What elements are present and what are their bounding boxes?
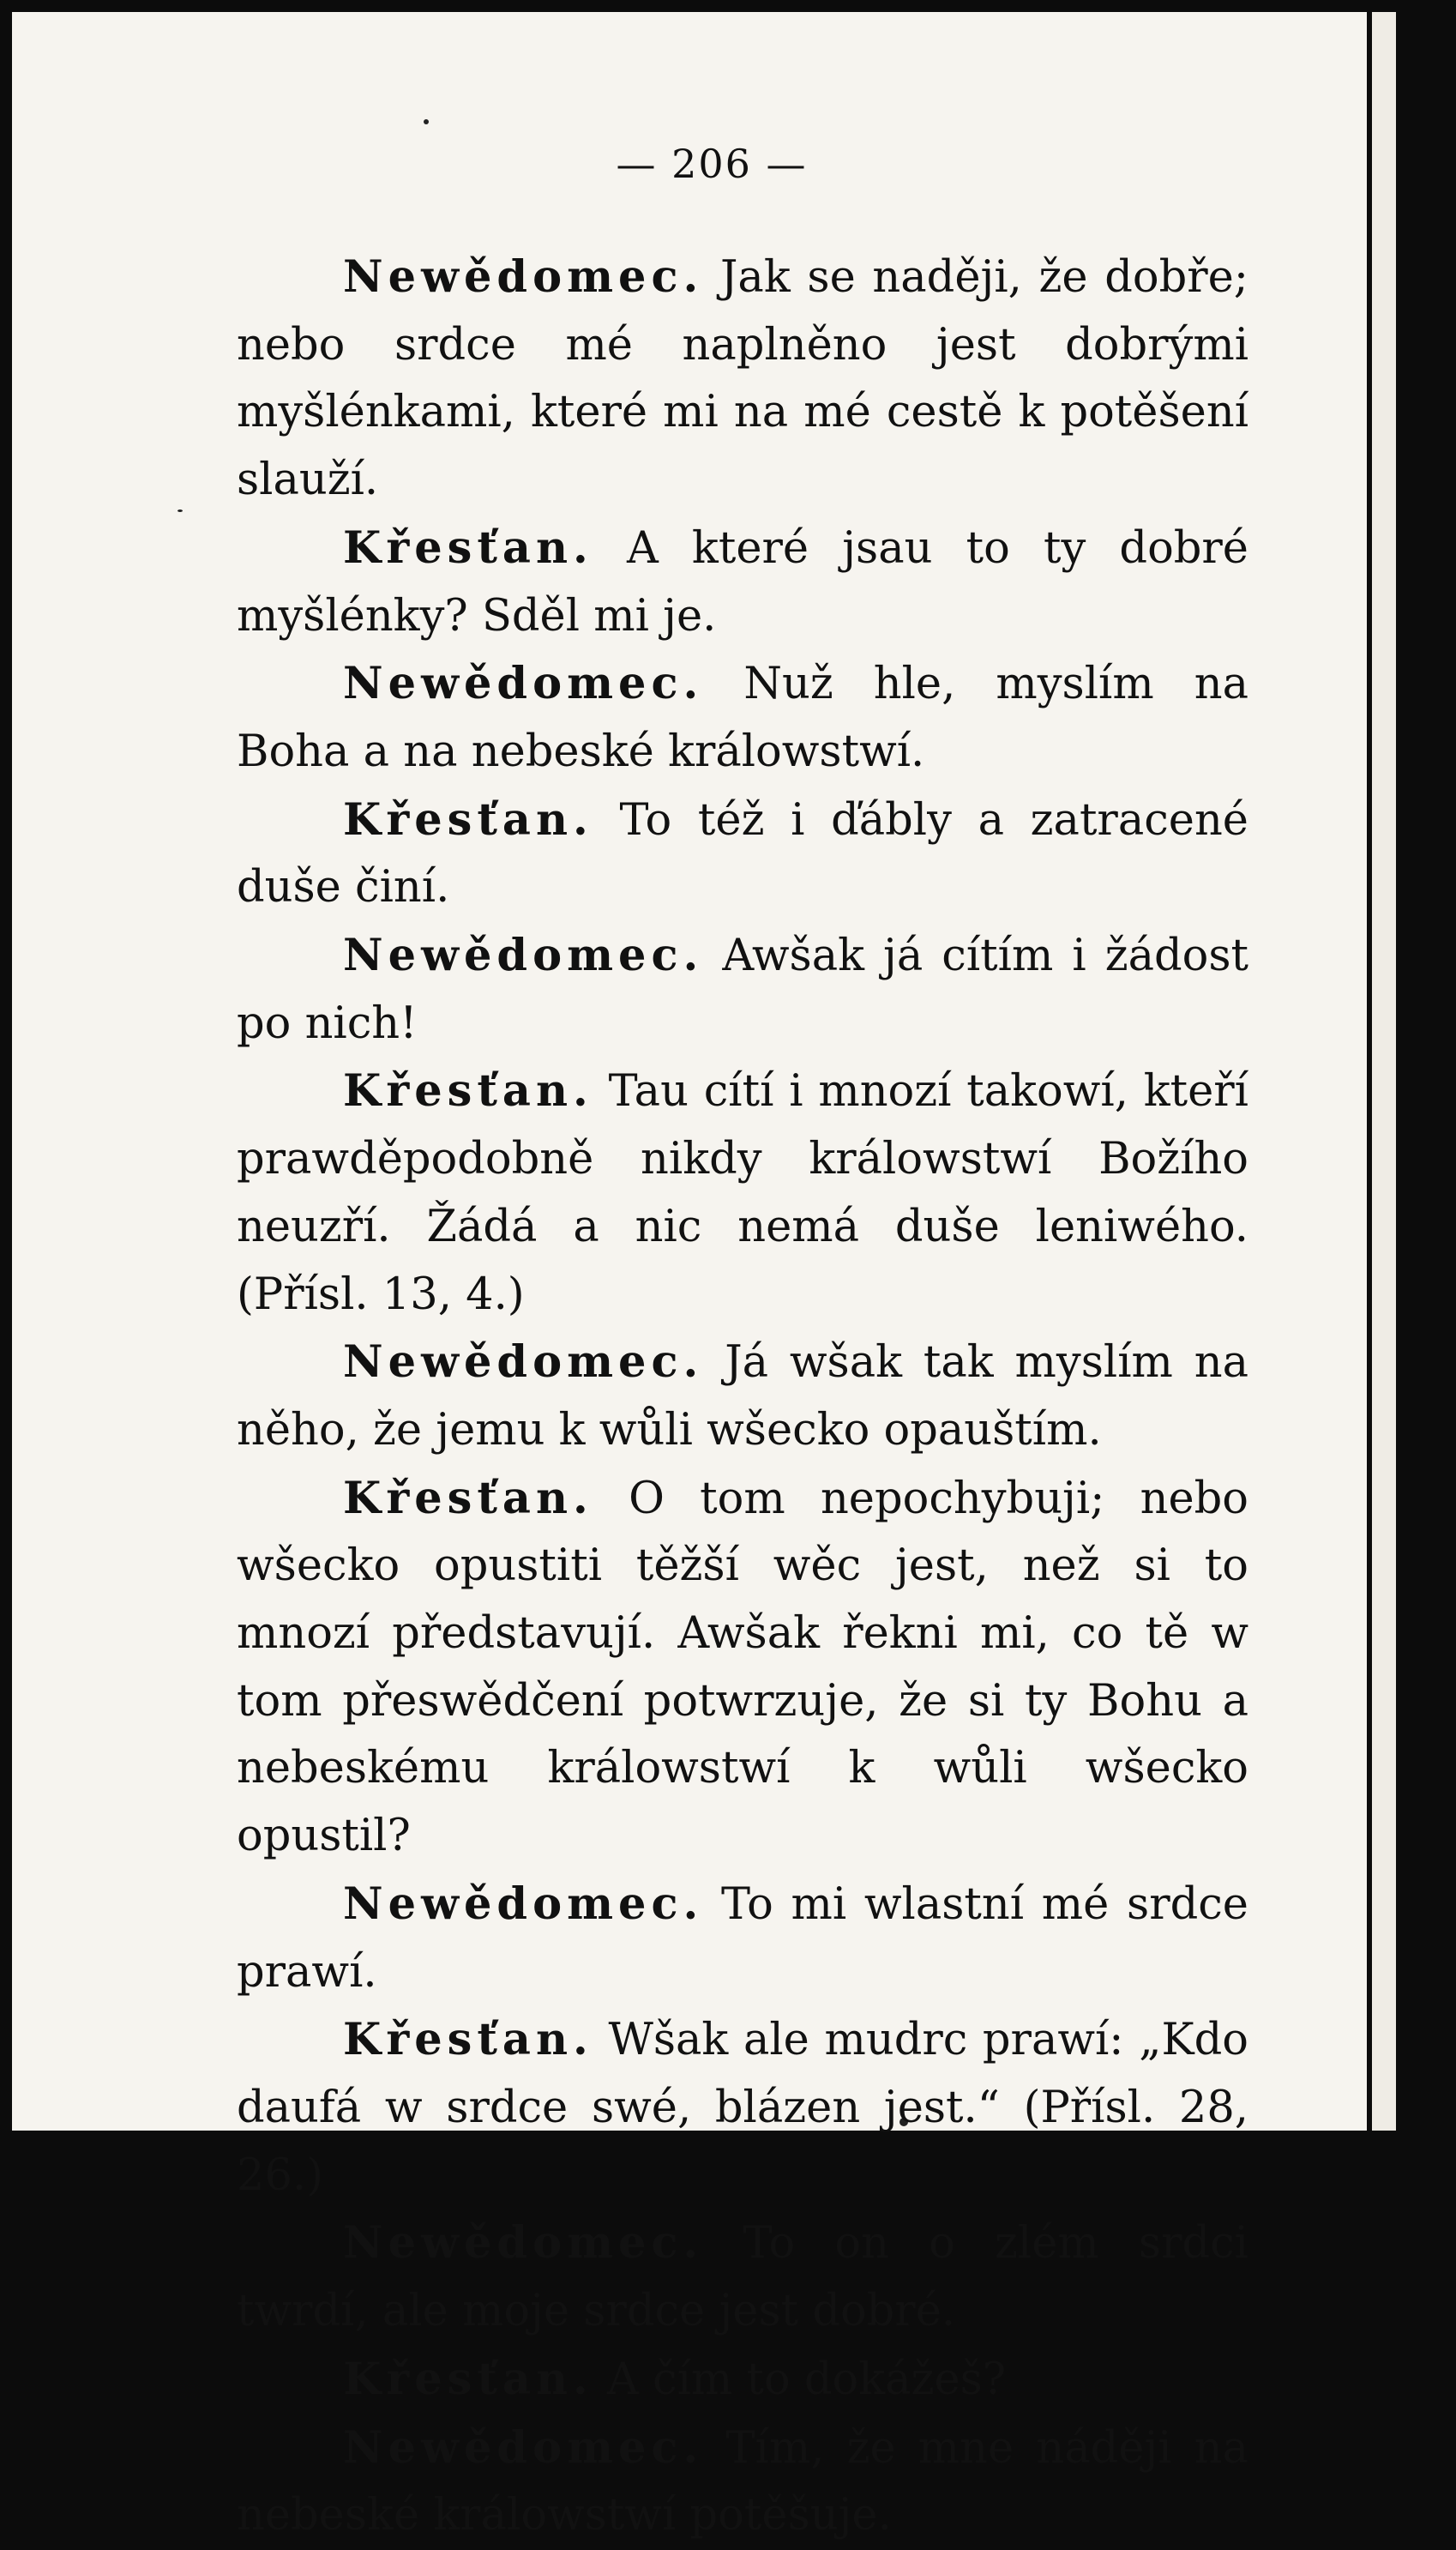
dialogue-paragraph bbox=[237, 2414, 1248, 2550]
speaker-name: Křesťan. bbox=[343, 793, 593, 846]
speech-text: A které jsau to ty dobré myšlénky? Sděl mi je. bbox=[237, 522, 1248, 642]
dialogue-paragraph bbox=[237, 1871, 1248, 2006]
speech-text: To též i ďábly a zatracené duše činí. bbox=[237, 794, 1248, 913]
dialogue-paragraph bbox=[237, 2006, 1248, 2209]
dialogue-paragraph bbox=[237, 1329, 1248, 1464]
speaker-name: Newědomec. bbox=[343, 2217, 704, 2270]
dialogue-text bbox=[237, 244, 1248, 2550]
dialogue-paragraph bbox=[237, 922, 1248, 1058]
book-edge bbox=[1367, 12, 1411, 2131]
speech-text: Já wšak tak myslím na něho, že jemu k wůli wšecko opauštím. bbox=[237, 1337, 1249, 1456]
dust-speck bbox=[424, 119, 429, 124]
dialogue-paragraph bbox=[237, 1465, 1248, 1871]
speech-text: To on o zlém srdci twrdí, ale moje srdce jest dobré. bbox=[237, 2218, 1248, 2337]
speaker-name: Newědomec. bbox=[343, 251, 704, 303]
dialogue-paragraph bbox=[237, 1058, 1248, 1329]
speech-text: Awšak já cítím i žádost po nich! bbox=[237, 931, 1248, 1049]
speech-text: Nuž hle, myslím na Boha a na nebeské králowstwí. bbox=[237, 659, 1248, 777]
speech-text: Tau cítí i mnozí takowí, kteří prawděpodobně nikdy králowstwí Božího neuzří. Žádá a nic nemá duše leniwého. (Přísl. 13, 4.) bbox=[237, 1066, 1248, 1320]
speaker-name: Křesťan. bbox=[343, 1472, 593, 1524]
speech-text: Wšak ale mudrc prawí: „Kdo daufá w srdce swé, blázen jest.“ (Přísl. 28, 26.) bbox=[237, 2015, 1248, 2201]
speaker-name: Newědomec. bbox=[343, 1336, 704, 1389]
speaker-name: Křesťan. bbox=[343, 1065, 593, 1118]
speech-text: A čím to dokážeš? bbox=[607, 2354, 1007, 2405]
speaker-name: Newědomec. bbox=[343, 1878, 704, 1930]
speaker-name: Newědomec. bbox=[343, 2421, 704, 2474]
dialogue-paragraph bbox=[237, 2209, 1248, 2345]
speaker-name: Křesťan. bbox=[343, 2353, 593, 2405]
speech-text: Tím, že mne náději na nebeské králowstwí potěšuje. bbox=[237, 2422, 1248, 2541]
dialogue-paragraph bbox=[237, 787, 1248, 922]
dust-speck bbox=[177, 509, 183, 512]
speaker-name: Křesťan. bbox=[343, 2014, 593, 2066]
speaker-name: Newědomec. bbox=[343, 658, 704, 710]
speaker-name: Křesťan. bbox=[343, 521, 593, 574]
dialogue-paragraph bbox=[237, 515, 1248, 650]
speaker-name: Newědomec. bbox=[343, 930, 704, 982]
page-stack-edge bbox=[1372, 12, 1396, 2131]
dialogue-paragraph bbox=[237, 2346, 1248, 2414]
speech-text: Jak se naději, že dobře; nebo srdce mé naplněno jest dobrými myšlénkami, které mi na mé cestě k potěšení slauží. bbox=[237, 252, 1248, 506]
book-page bbox=[12, 12, 1411, 2541]
dialogue-paragraph bbox=[237, 650, 1248, 786]
page-number: — 206 — bbox=[616, 141, 808, 187]
dialogue-paragraph bbox=[237, 244, 1248, 515]
speech-text: To mi wlastní mé srdce prawí. bbox=[237, 1878, 1248, 1998]
speech-text: O tom nepochybuji; nebo wšecko opustiti těžší wěc jest, než si to mnozí představují. Awšak řekni mi, co tě w tom přeswědčení potwrzuje, že si ty Bohu a nebeskému králowstwí k wůli wšecko opustil? bbox=[237, 1473, 1248, 1862]
